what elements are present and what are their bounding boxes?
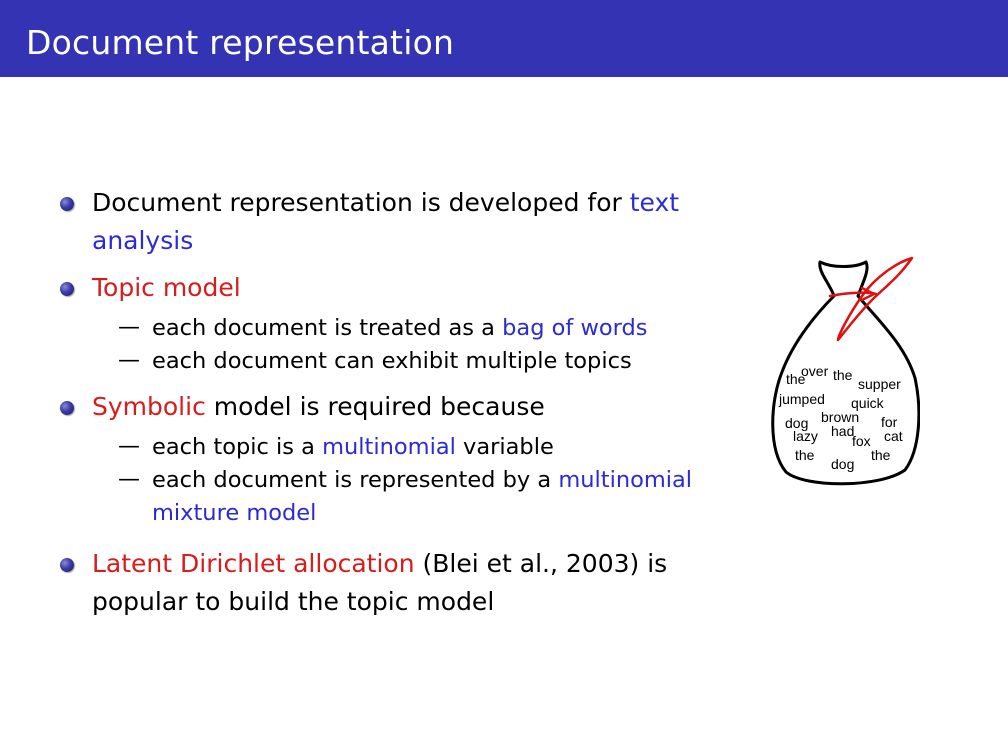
sub-dash: — [118, 348, 140, 373]
bullet-3-sub-2-highlight: multinomial [558, 467, 693, 493]
bullet-icon [60, 282, 74, 296]
bag-word: the [795, 447, 815, 463]
bag-word: for [881, 414, 898, 430]
bullet-1-highlight-text: text [629, 188, 680, 217]
bullet-3-sub-2-line-2: mixture model [152, 500, 317, 526]
bag-word: the [871, 447, 891, 463]
bag-word: the [786, 371, 806, 387]
bag-word: lazy [793, 428, 818, 444]
bag-word: had [831, 423, 855, 439]
sub-dash: — [118, 315, 140, 340]
bullet-3-highlight: Symbolic [92, 392, 206, 421]
bullet-4-highlight: Latent Dirichlet allocation [92, 549, 415, 578]
bullet-2-sub-1-highlight: bag of words [502, 315, 648, 341]
slide-title: Document representation [26, 23, 455, 62]
bullet-3-sub-2 [152, 465, 692, 495]
bullet-3-sub-2-text1: each document is represented by a [152, 467, 559, 493]
bullet-1-line-1 [92, 186, 679, 220]
bullet-1-highlight-analysis: analysis [92, 226, 194, 255]
bullet-3-text: model is required because [205, 392, 545, 421]
bag-word: jumped [779, 391, 825, 407]
bag-word: brown [821, 409, 860, 425]
bag-word: cat [884, 428, 903, 444]
bag-word: supper [858, 376, 901, 392]
bag-word: fox [852, 433, 871, 449]
bag-word: dog [785, 415, 809, 431]
bullet-3-sub-1-text2: variable [455, 434, 554, 460]
bullet-2-sub-1 [152, 313, 648, 343]
bullet-2-topic-model: Topic model [92, 273, 241, 302]
bag-word: dog [831, 456, 855, 472]
sub-dash: — [118, 434, 140, 459]
bullet-2-sub-1-text: each document is treated as a [152, 315, 503, 341]
bullet-3-sub-1 [152, 432, 554, 462]
bullet-1-text: Document representation is developed for [92, 188, 630, 217]
bullet-3-sub-1-text1: each topic is a [152, 434, 323, 460]
sub-dash: — [118, 467, 140, 492]
bag-word: over [801, 363, 829, 379]
bullet-icon [60, 197, 74, 211]
bag-word: the [833, 367, 853, 383]
bullet-3-sub-1-highlight: multinomial [322, 434, 456, 460]
bullet-icon [60, 401, 74, 415]
bullet-2-sub-2-text: each document can exhibit multiple topics [152, 348, 632, 374]
bullet-3-line [92, 390, 545, 424]
bullet-4-text: (Blei et al., 2003) is [414, 549, 668, 578]
bullet-4-line-1 [92, 547, 667, 581]
bullet-icon [60, 558, 74, 572]
bag-word: quick [851, 395, 884, 411]
bullet-4-line-2: popular to build the topic model [92, 587, 495, 616]
bag-of-words-illustration [770, 255, 920, 487]
